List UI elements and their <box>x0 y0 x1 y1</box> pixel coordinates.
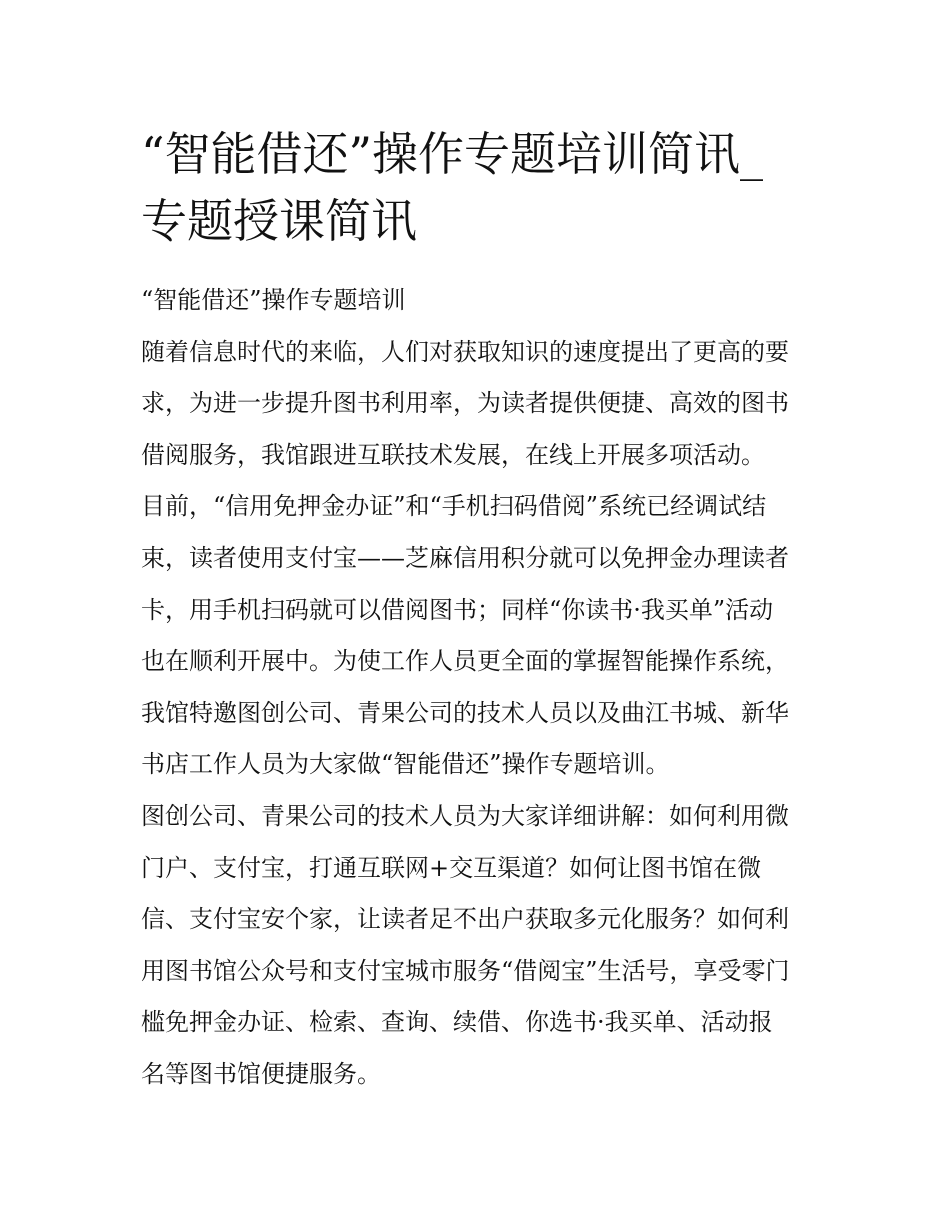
body-line: 槛免押金办证、检索、查询、续借、你选书·我买单、活动报 <box>141 1008 773 1037</box>
body-line: 名等图书馆便捷服务。 <box>141 1059 381 1088</box>
body-line: 卡，用手机扫码就可以借阅图书；同样“你读书·我买单”活动 <box>141 595 774 624</box>
body-line: 图创公司、青果公司的技术人员为大家详细讲解：如何利用微 <box>141 801 789 830</box>
subtitle: “智能借还”操作专题培训 <box>141 286 406 314</box>
document-title <box>141 121 841 255</box>
title-line: 专题授课简讯 <box>141 194 417 248</box>
body-line: 求，为进一步提升图书利用率，为读者提供便捷、高效的图书 <box>141 389 789 418</box>
body-line: 我馆特邀图创公司、青果公司的技术人员以及曲江书城、新华 <box>141 698 789 727</box>
body-line: 用图书馆公众号和支付宝城市服务“借阅宝”生活号，享受零门 <box>141 956 790 985</box>
body-line: 门户、支付宝，打通互联网+交互渠道？如何让图书馆在微 <box>141 853 762 882</box>
body-line: 随着信息时代的来临，人们对获取知识的速度提出了更高的要 <box>141 337 789 366</box>
title-line: “智能借还”操作专题培训简讯_ <box>141 127 764 181</box>
body-line: 束，读者使用支付宝——芝麻信用积分就可以免押金办理读者 <box>141 543 789 572</box>
body-line: 借阅服务，我馆跟进互联技术发展，在线上开展多项活动。 <box>141 440 765 469</box>
document-body <box>141 275 841 1101</box>
body-line: 也在顺利开展中。为使工作人员更全面的掌握智能操作系统， <box>141 647 789 676</box>
body-line: 目前，“信用免押金办证”和“手机扫码借阅”系统已经调试结 <box>141 492 767 521</box>
body-line: 书店工作人员为大家做“智能借还”操作专题培训。 <box>141 750 670 779</box>
body-line: 信、支付宝安个家，让读者足不出户获取多元化服务？如何利 <box>141 905 789 934</box>
